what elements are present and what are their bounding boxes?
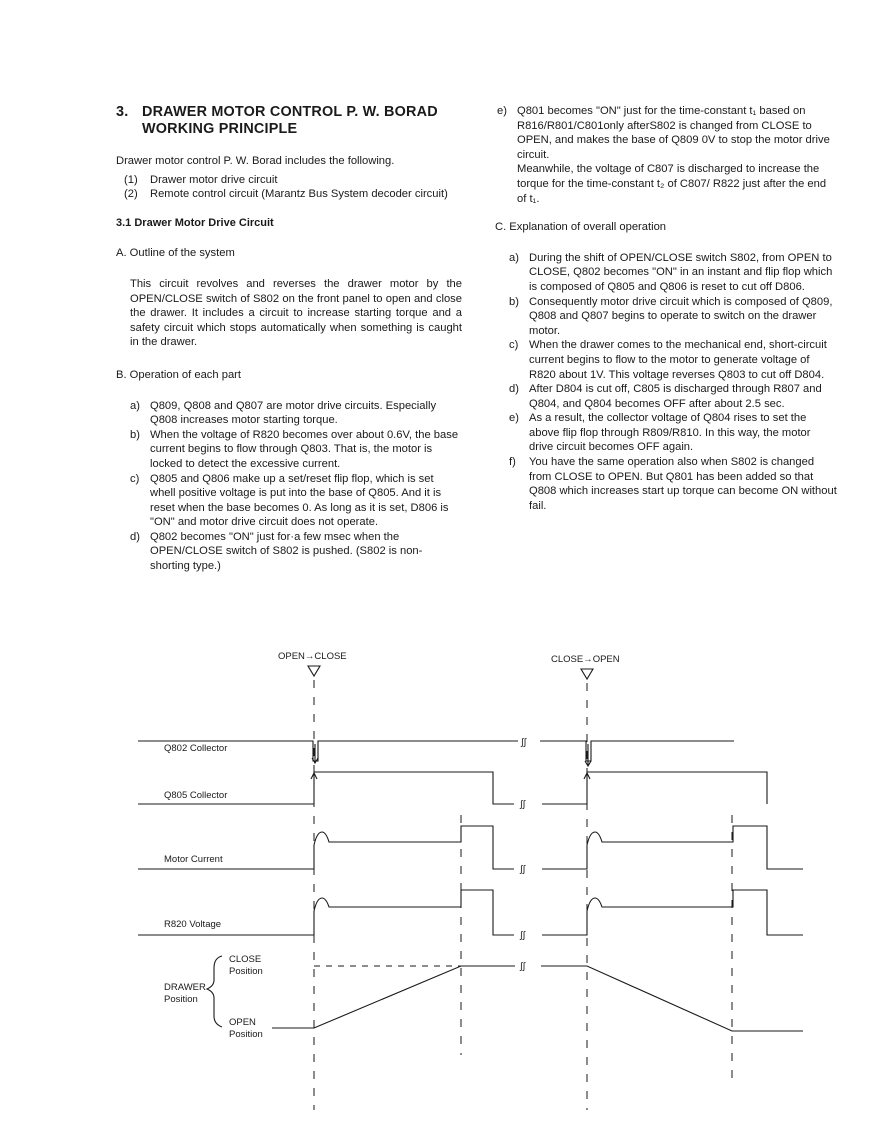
list-item: c) When the drawer comes to the mechanical end, short-circuit current begins to flow to the motor to generate voltage of R820 about 1V. This voltage reverses Q803 to cut off D804. bbox=[509, 339, 827, 381]
break-mark: ∫∫ bbox=[520, 799, 526, 810]
r820-waveform bbox=[138, 890, 803, 935]
open-position-label: Position bbox=[229, 1029, 263, 1040]
list-item: b) Consequently motor drive circuit which is composed of Q809, Q808 and Q807 begins to operate to switch on the drawer motor. bbox=[509, 295, 833, 337]
section-b-heading: B. Operation of each part bbox=[116, 368, 242, 381]
outline-paragraph: This circuit revolves and reverses the drawer motor by the OPEN/CLOSE switch of S802 on the front panel to open and close the drawer. It includes a circuit to increase starting torque and a safety circuit which stops automatically when something is caught in the drawer. bbox=[130, 277, 462, 349]
right-column bbox=[497, 104, 837, 513]
operation-list-continued bbox=[497, 104, 837, 206]
list-item: e) As a result, the collector voltage of Q804 rises to set the above flip flop through R809/R810. In this way, the motor drive circuit becomes OFF again. bbox=[509, 412, 811, 454]
section-a-heading: A. Outline of the system bbox=[116, 247, 235, 260]
list-item: (1) Drawer motor drive circuit bbox=[124, 173, 278, 186]
close-position-label: Position bbox=[229, 966, 263, 977]
subsection-heading: 3.1 Drawer Motor Drive Circuit bbox=[116, 216, 274, 229]
signal-label-r820: R820 Voltage bbox=[164, 919, 222, 930]
list-item: a) During the shift of OPEN/CLOSE switch S802, from OPEN to CLOSE, Q802 becomes "ON" in an instant and flip flop which is composed of Q805 and Q806 is reset to cut off D806. bbox=[509, 251, 833, 293]
component-list bbox=[124, 173, 462, 202]
motor-current-waveform bbox=[138, 826, 803, 869]
list-item: (2) Remote control circuit (Marantz Bus System decoder circuit) bbox=[124, 188, 448, 201]
drawer-position-label: Position bbox=[164, 994, 198, 1005]
signal-label-motor-current: Motor Current bbox=[164, 854, 223, 865]
break-mark: ∫∫ bbox=[520, 961, 526, 972]
section-title-line1: DRAWER MOTOR CONTROL P. W. BORAD bbox=[142, 104, 438, 120]
left-column bbox=[116, 104, 462, 586]
triangle-down-icon bbox=[308, 666, 320, 676]
intro-text: Drawer motor control P. W. Borad includes the following. bbox=[116, 155, 395, 167]
section-number: 3. bbox=[116, 104, 129, 120]
q805-waveform bbox=[138, 772, 767, 804]
signal-label-q802: Q802 Collector bbox=[164, 743, 228, 754]
overall-operation-list bbox=[509, 251, 837, 514]
break-mark: ∫∫ bbox=[520, 864, 526, 875]
list-item: a) Q809, Q808 and Q807 are motor drive circuits. Especially Q808 increases motor starting torque. bbox=[130, 399, 437, 427]
break-mark: ∫∫ bbox=[521, 737, 527, 748]
timing-diagram bbox=[0, 640, 873, 1120]
event-open-close-label: OPEN→CLOSE bbox=[278, 651, 347, 662]
break-mark: ∫∫ bbox=[520, 930, 526, 941]
triangle-down-icon bbox=[581, 669, 593, 679]
brace-icon bbox=[207, 956, 222, 1027]
section-c-heading: C. Explanation of overall operation bbox=[495, 221, 667, 234]
signal-label-q805: Q805 Collector bbox=[164, 790, 228, 801]
list-item: b) When the voltage of R820 becomes over about 0.6V, the base current begins to flow through Q803. That is, the motor is locked to detect the excessive current. bbox=[130, 428, 459, 470]
operation-list bbox=[130, 399, 462, 574]
list-item: e) Q801 becomes "ON" just for the time-constant t₁ based on R816/R801/C801only afterS802 is changed from CLOSE to OPEN, and makes the base of Q809 0V to stop the motor drive circuit. Meanwhile, the voltage of C807 is discharged to increase the torque for the time-constant t₂ of C807/ R822 just after the end of t₁. bbox=[497, 105, 830, 205]
item-e-text-2: Meanwhile, the voltage of C807 is discharged to increase the torque for the time-constant t₂ of C807/ R822 just after the end of t₁. bbox=[517, 163, 827, 205]
drawer-label: DRAWER bbox=[164, 982, 206, 993]
item-e-text: Q801 becomes "ON" just for the time-constant t₁ based on R816/R801/C801only afterS802 is changed from CLOSE to OPEN, and makes the base of Q809 0V to stop the motor drive circuit. bbox=[517, 105, 830, 161]
open-label: OPEN bbox=[229, 1017, 256, 1028]
list-item: d) After D804 is cut off, C805 is discharged through R807 and Q804, and Q804 becomes OFF after about 2.5 sec. bbox=[509, 383, 822, 410]
list-item: c) Q805 and Q806 make up a set/reset flip flop, which is set whell positive voltage is put into the base of Q805. And it is reset when the base becomes 0. As long as it is set, D806 is "ON" and motor drive circuit does not operate. bbox=[130, 472, 449, 529]
list-item: d) Q802 becomes "ON" just for·a few msec when the OPEN/CLOSE switch of S802 is pushed. (S802 is non-shorting type.) bbox=[130, 530, 423, 573]
event-close-open-label: CLOSE→OPEN bbox=[551, 654, 620, 665]
close-label: CLOSE bbox=[229, 954, 262, 965]
drawer-position-waveform bbox=[272, 966, 803, 1031]
section-title bbox=[116, 104, 462, 138]
list-item: f) You have the same operation also when S802 is changed from CLOSE to OPEN. But Q801 has been added so that Q808 which increases start up torque can become ON without fail. bbox=[509, 456, 837, 512]
section-title-line2: WORKING PRINCIPLE bbox=[142, 121, 298, 137]
q802-waveform bbox=[138, 741, 734, 761]
